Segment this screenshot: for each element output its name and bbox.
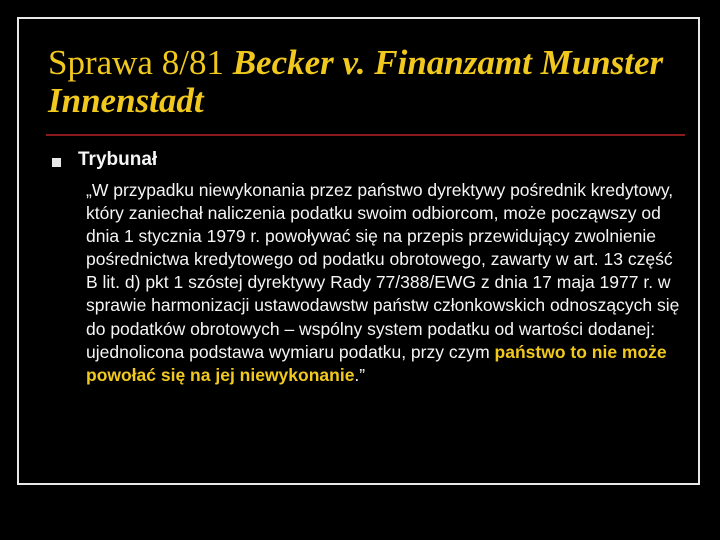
bullet-heading: Trybunał bbox=[78, 149, 158, 170]
square-bullet-icon bbox=[52, 158, 61, 167]
quote-end: .” bbox=[354, 364, 366, 385]
quote-text: „W przypadku niewykonania przez państwo dyrektywy pośrednik kredytowy, który zaniechał naliczenia podatku swoim odbiorcom, może począwszy od dnia 1 stycznia 1979 r. powoływać się na przepis przewidujący zwolnienie pośrednictwa kredytowego od podatku obrotowego, zawarty w art. 13 część B lit. d) pkt 1 szóstej dyrektywy Rady 77/388/EWG z dnia 17 maja 1977 r. w sprawie harmonizacji ustawodawstw państw członkowskich odnoszących się do podatków obrotowych – wspólny system podatku od wartości dodanej: ujednolicona podstawa wymiaru podatku, przy czym bbox=[86, 180, 680, 362]
title-divider bbox=[46, 134, 685, 136]
title-case-name: Becker v. Finanzamt Munster Innenstadt bbox=[48, 43, 664, 120]
title-case-number: Sprawa 8/81 bbox=[48, 43, 233, 82]
slide-title bbox=[48, 44, 688, 120]
quote-paragraph bbox=[86, 179, 686, 387]
quote-highlight: państwo to nie może powołać się na jej niewykonanie bbox=[86, 341, 667, 385]
